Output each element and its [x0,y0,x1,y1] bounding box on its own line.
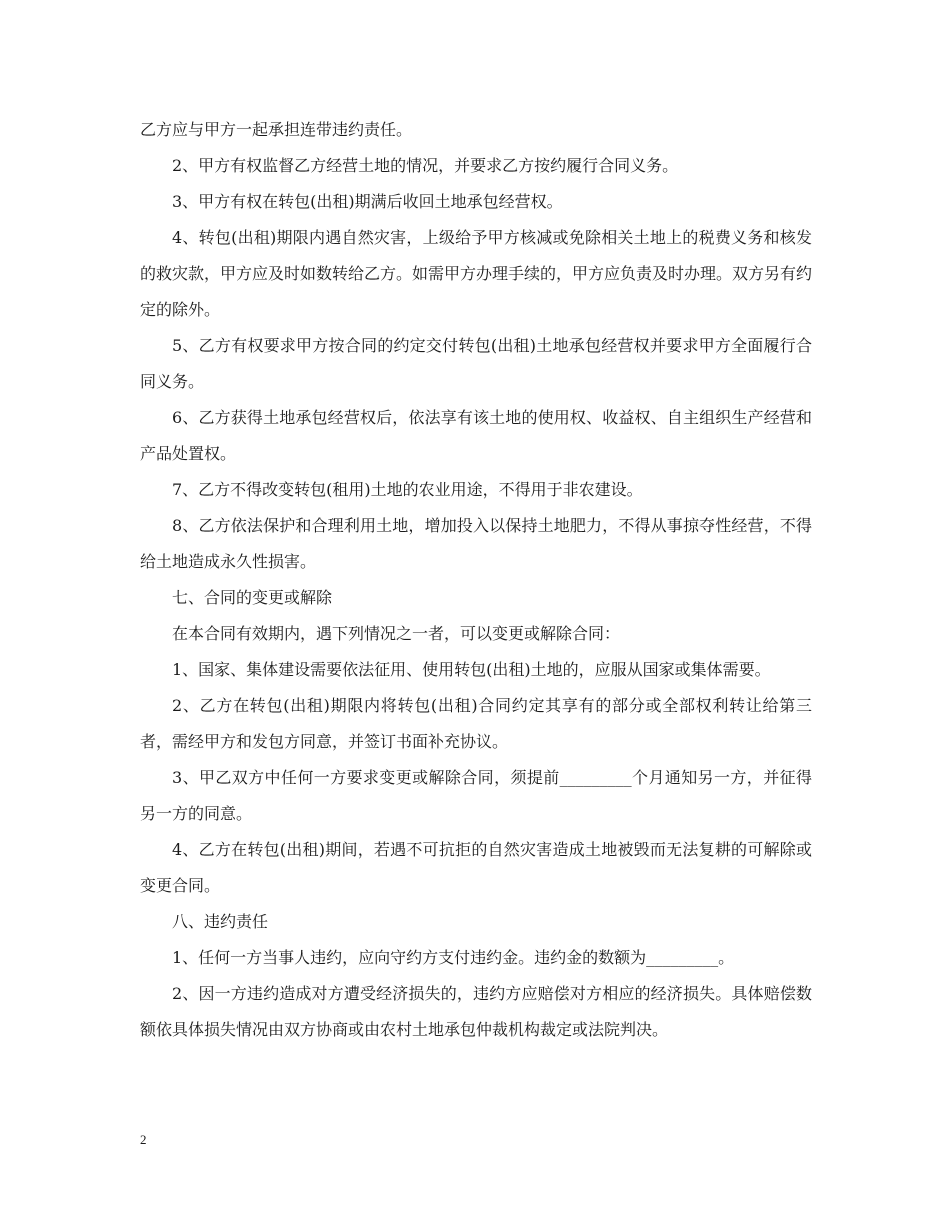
paragraph-clause-3: 3、甲方有权在转包(出租)期满后收回土地承包经营权。 [172,192,563,211]
section-heading-7: 七、合同的变更或解除 [172,588,333,607]
section-heading-8: 八、违约责任 [172,912,269,931]
paragraph-section-7-clause-1: 1、国家、集体建设需要依法征用、使用转包(出租)土地的，应服从国家或集体需要。 [172,660,771,679]
paragraph-section-7-intro: 在本合同有效期内，遇下列情况之一者，可以变更或解除合同： [172,624,621,643]
paragraph-clause-6: 6、乙方获得土地承包经营权后，依法享有该土地的使用权、收益权、自主组织生产经营和产品处置权。 [140,408,812,463]
document-body [140,112,812,1048]
paragraph-section-7-clause-2: 2、乙方在转包(出租)期限内将转包(出租)合同约定其享有的部分或全部权利转让给第三者，需经甲方和发包方同意，并签订书面补充协议。 [140,696,812,751]
paragraph-clause-8: 8、乙方依法保护和合理利用土地，增加投入以保持土地肥力，不得从事掠夺性经营，不得给土地造成永久性损害。 [140,516,812,571]
paragraph-clause-5: 5、乙方有权要求甲方按合同的约定交付转包(出租)土地承包经营权并要求甲方全面履行合同义务。 [140,336,812,391]
paragraph-section-7-clause-3: 3、甲乙双方中任何一方要求变更或解除合同，须提前_________个月通知另一方，并征得另一方的同意。 [140,768,812,823]
paragraph-section-8-clause-1: 1、任何一方当事人违约，应向守约方支付违约金。违约金的数额为_________。 [172,948,735,967]
paragraph-continuation: 乙方应与甲方一起承担连带违约责任。 [140,120,413,139]
paragraph-section-7-clause-4: 4、乙方在转包(出租)期间，若遇不可抗拒的自然灾害造成土地被毁而无法复耕的可解除或变更合同。 [140,840,812,895]
paragraph-clause-7: 7、乙方不得改变转包(租用)土地的农业用途，不得用于非农建设。 [172,480,643,499]
paragraph-clause-2: 2、甲方有权监督乙方经营土地的情况，并要求乙方按约履行合同义务。 [172,156,679,175]
page-number: 2 [140,1132,147,1147]
paragraph-clause-4: 4、转包(出租)期限内遇自然灾害，上级给予甲方核减或免除相关土地上的税费义务和核发的救灾款，甲方应及时如数转给乙方。如需甲方办理手续的，甲方应负责及时办理。双方另有约定的除外。 [140,228,813,319]
paragraph-section-8-clause-2: 2、因一方违约造成对方遭受经济损失的，违约方应赔偿对方相应的经济损失。具体赔偿数额依具体损失情况由双方协商或由农村土地承包仲裁机构裁定或法院判决。 [140,984,812,1039]
